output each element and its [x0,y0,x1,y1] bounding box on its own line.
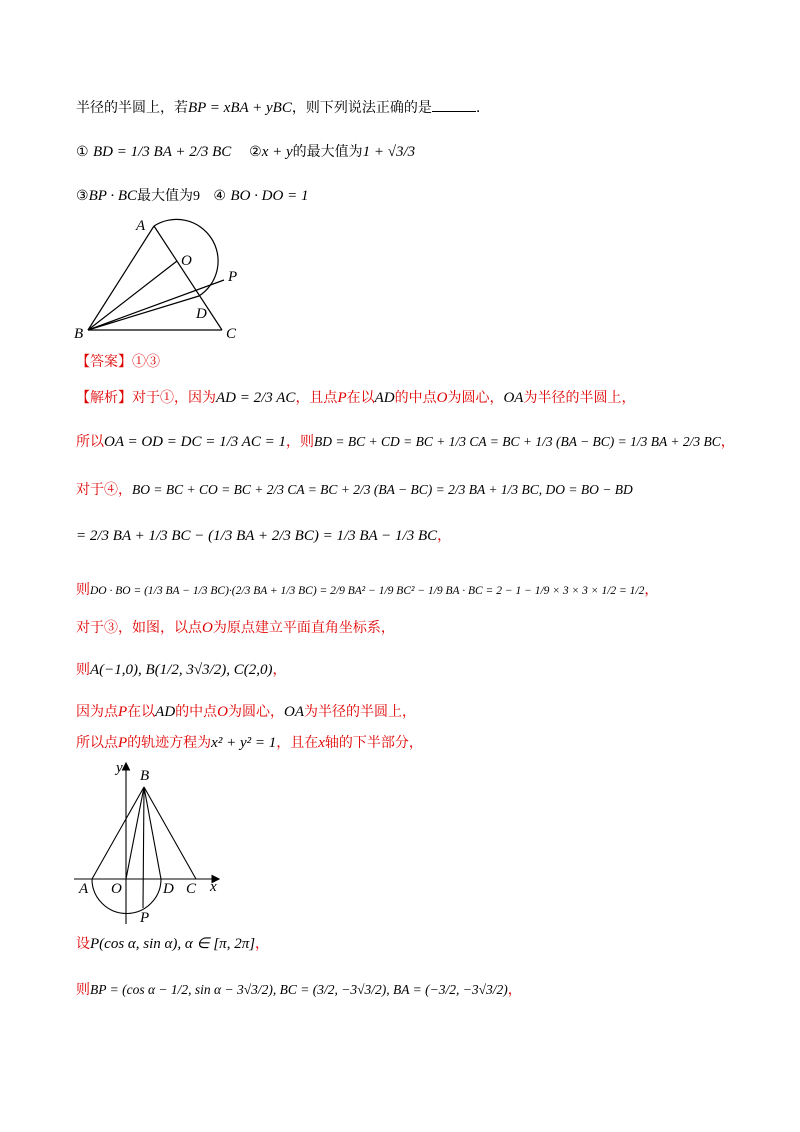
label-x: x [210,879,217,895]
label-C: C [186,881,197,897]
solution-line-1: 【解析】对于①，因为AD = 2/3 AC，且点P在以AD的中点O为圆心，OA为半径的半圆上， [76,390,636,406]
segment-BO [88,261,177,330]
label-y: y [116,760,123,776]
answer-line [76,352,160,372]
segment-BC [144,787,196,879]
segment-BD [88,296,199,330]
solution-line-10: 设P(cos α, sin α), α ∈ [π, 2π]， [76,936,270,952]
segment-BA [92,787,144,879]
label-P: P [140,910,150,926]
answer-label: 【答案】 [76,354,132,370]
segment-AC [154,226,222,330]
label-D: D [196,306,207,322]
segment-BO [126,787,144,879]
label-B: B [74,326,84,342]
solution-line-6: 对于③，如图，以点O为原点建立平面直角坐标系， [76,620,395,636]
label-B: B [140,768,150,784]
option-1-equation: BD = 1/3 BA + 2/3 BC [93,144,232,160]
solution-line-8: 因为点P在以AD的中点O为圆心，OA为半径的半圆上， [76,704,417,720]
segment-BP [88,280,224,330]
label-O: O [111,881,122,897]
problem-intro: 半径的半圆上，若BP = xBA + yBC，则下列说法正确的是 . [76,100,481,116]
figure-geometry-triangle [70,210,270,350]
label-D: D [163,881,174,897]
label-A: A [136,218,146,234]
solution-line-11: 则BP = (cos α − 1/2, sin α − 3√3/2), BC = (3/2, −3√3/2), BA = (−3/2, −3√3/2)， [76,982,522,998]
solution-line-5: 则DO · BO = (1/3 BA − 1/3 BC)·(2/3 BA + 1/3 BC) = 2/9 BA² − 1/9 BC² − 1/9 BA · BC = 2 − 1 − 1/9 × 3 × 3 × 1/2 = 1/2， [76,582,659,598]
options-row-1: ① BD = 1/3 BA + 2/3 BC ②x + y的最大值为1 + √3/3 [76,144,416,160]
solution-line-3: 对于④，BO = BC + CO = BC + 2/3 CA = BC + 2/3 (BA − BC) = 2/3 BA + 1/3 BC, DO = BO − BD [76,482,633,498]
solution-label: 【解析】 [76,390,132,406]
segment-BD [144,787,161,879]
label-C: C [226,326,237,342]
option-2-value: 1 + √3/3 [362,144,416,160]
answer-value: ①③ [132,354,160,370]
figure-coordinate-plane [70,758,230,928]
solution-line-4: = 2/3 BA + 1/3 BC − (1/3 BA + 2/3 BC) = 1/3 BA − 1/3 BC， [76,528,452,544]
solution-line-9: 所以点P的轨迹方程为x² + y² = 1，且在x轴的下半部分， [76,735,423,751]
label-O: O [181,253,192,269]
solution-line-2: 所以OA = OD = DC = 1/3 AC = 1，则BD = BC + CD = BC + 1/3 CA = BC + 1/3 (BA − BC) = 1/3 BA + 2/3 BC， [76,434,735,450]
segment-BA [88,226,154,330]
option-4-equation: BO · DO = 1 [230,188,309,204]
answer-blank [432,99,476,112]
label-P: P [228,269,238,285]
options-row-2: ③BP · BC最大值为9 ④ BO · DO = 1 [76,188,309,204]
segment-BP [143,787,144,908]
solution-line-7: 则A(−1,0), B(1/2, 3√3/2), C(2,0)， [76,662,287,678]
label-A: A [79,881,89,897]
